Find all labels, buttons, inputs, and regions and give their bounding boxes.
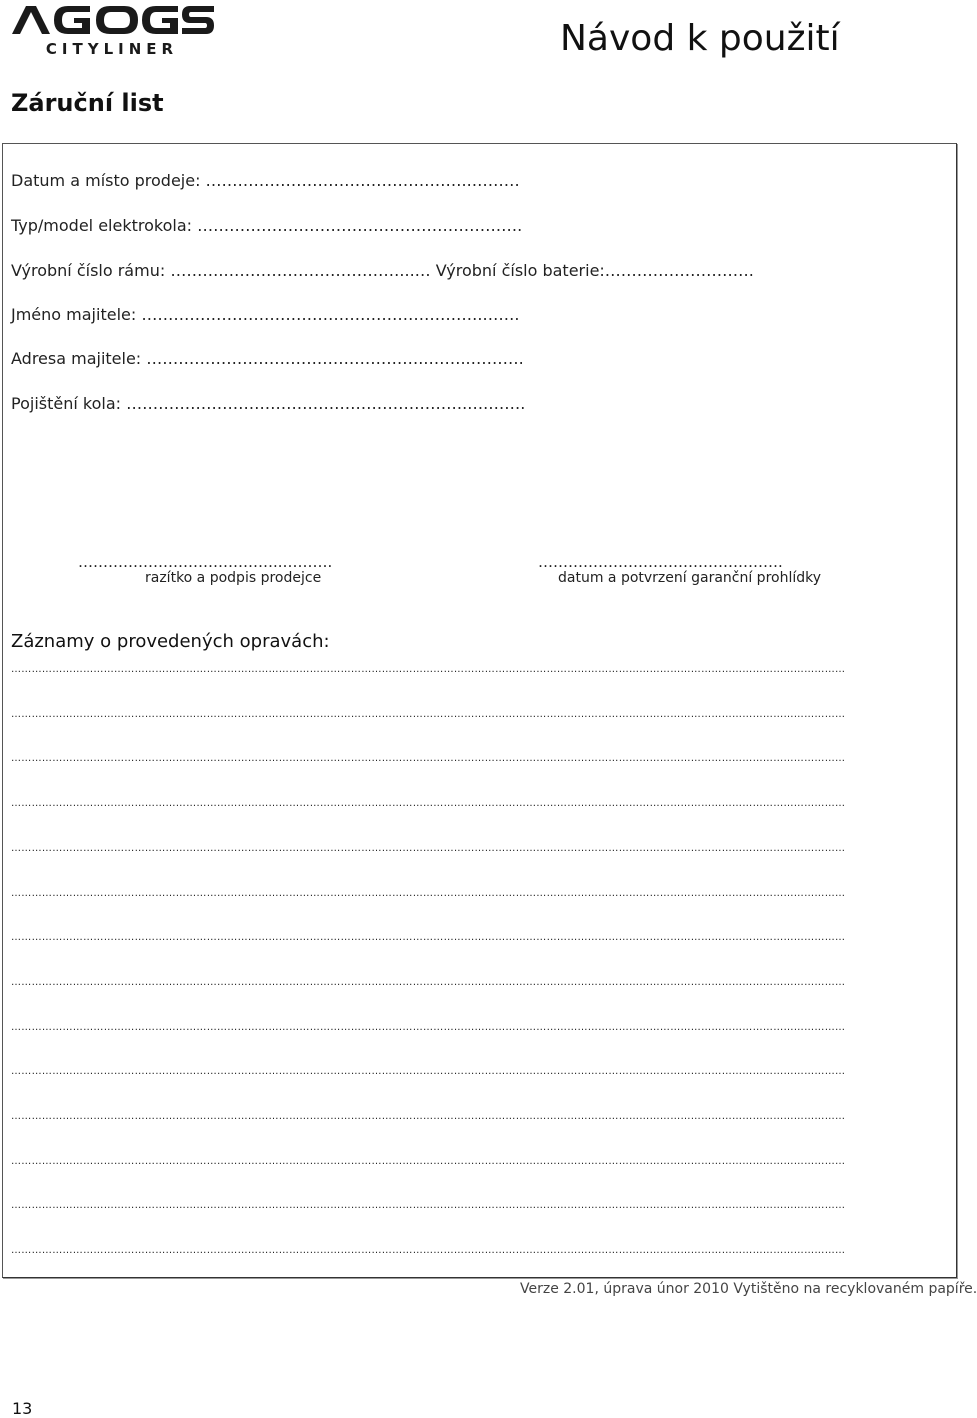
- repair-record-line[interactable]: ………………………………………………………………………………………………………………………………………………………………………………………………………………………: [11, 842, 846, 854]
- section-title: Záruční list: [11, 89, 164, 117]
- repair-record-line[interactable]: ………………………………………………………………………………………………………………………………………………………………………………………………………………………: [11, 1155, 846, 1167]
- repair-record-line[interactable]: ………………………………………………………………………………………………………………………………………………………………………………………………………………………: [11, 1111, 846, 1122]
- repair-record-line[interactable]: ………………………………………………………………………………………………………………………………………………………………………………………………………………………: [11, 664, 846, 675]
- repair-record-line[interactable]: ………………………………………………………………………………………………………………………………………………………………………………………………………………………: [11, 1245, 846, 1257]
- inspection-signature-line[interactable]: ………………………………………….: [538, 553, 783, 571]
- repair-record-line[interactable]: ………………………………………………………………………………………………………………………………………………………………………………………………………………………: [11, 708, 846, 720]
- agogs-cityliner-logo: [10, 2, 215, 60]
- version-note: Verze 2.01, úprava únor 2010 Vytištěno na recyklovaném papíře.: [520, 1281, 977, 1297]
- field-bike-insurance[interactable]: Pojištění kola: ……………………………………………………….….…….: [11, 394, 526, 413]
- logo-subtext: CITYLINER: [45, 40, 179, 58]
- repair-record-line[interactable]: ………………………………………………………………………………………………………………………………………………………………………………………………………………………: [11, 1200, 846, 1212]
- document-title: Návod k použití: [560, 18, 840, 59]
- field-sale-date-place[interactable]: Datum a místo prodeje: …………………………………………..………: [11, 171, 520, 190]
- repair-record-line[interactable]: ………………………………………………………………………………………………………………………………………………………………………………………………………………………: [11, 753, 846, 765]
- repair-record-line[interactable]: ………………………………………………………………………………………………………………………………………………………………………………………………………………………: [11, 976, 846, 988]
- seller-signature-caption: razítko a podpis prodejce: [145, 570, 322, 586]
- repair-record-line[interactable]: ………………………………………………………………………………………………………………………………………………………………………………………………………………………: [11, 1066, 846, 1078]
- field-frame-battery-serial[interactable]: Výrobní číslo rámu: ……….……………………………...… Výrobní číslo baterie:……………………….: [11, 261, 754, 280]
- inspection-signature-caption: datum a potvrzení garanční prohlídky: [558, 570, 822, 586]
- repair-record-line[interactable]: ………………………………………………………………………………………………………………………………………………………………………………………………………………………: [11, 798, 846, 810]
- seller-signature-line[interactable]: …………………………………..……….: [78, 553, 333, 571]
- repair-record-line[interactable]: ………………………………………………………………………………………………………………………………………………………………………………………………………………………: [11, 887, 846, 899]
- field-owner-name[interactable]: Jméno majitele: ……………………………………………………….…….: [11, 305, 520, 324]
- page-number: 13: [12, 1399, 33, 1418]
- repair-record-line[interactable]: ………………………………………………………………………………………………………………………………………………………………………………………………………………………: [11, 932, 846, 944]
- field-owner-address[interactable]: Adresa majitele: ……………………………………………..……..……….: [11, 349, 524, 368]
- field-bike-model[interactable]: Typ/model elektrokola: …………………………………………………….: [11, 216, 523, 235]
- repair-record-line[interactable]: ………………………………………………………………………………………………………………………………………………………………………………………………………………………: [11, 1021, 846, 1033]
- repair-records-title: Záznamy o provedených opravách:: [11, 631, 330, 652]
